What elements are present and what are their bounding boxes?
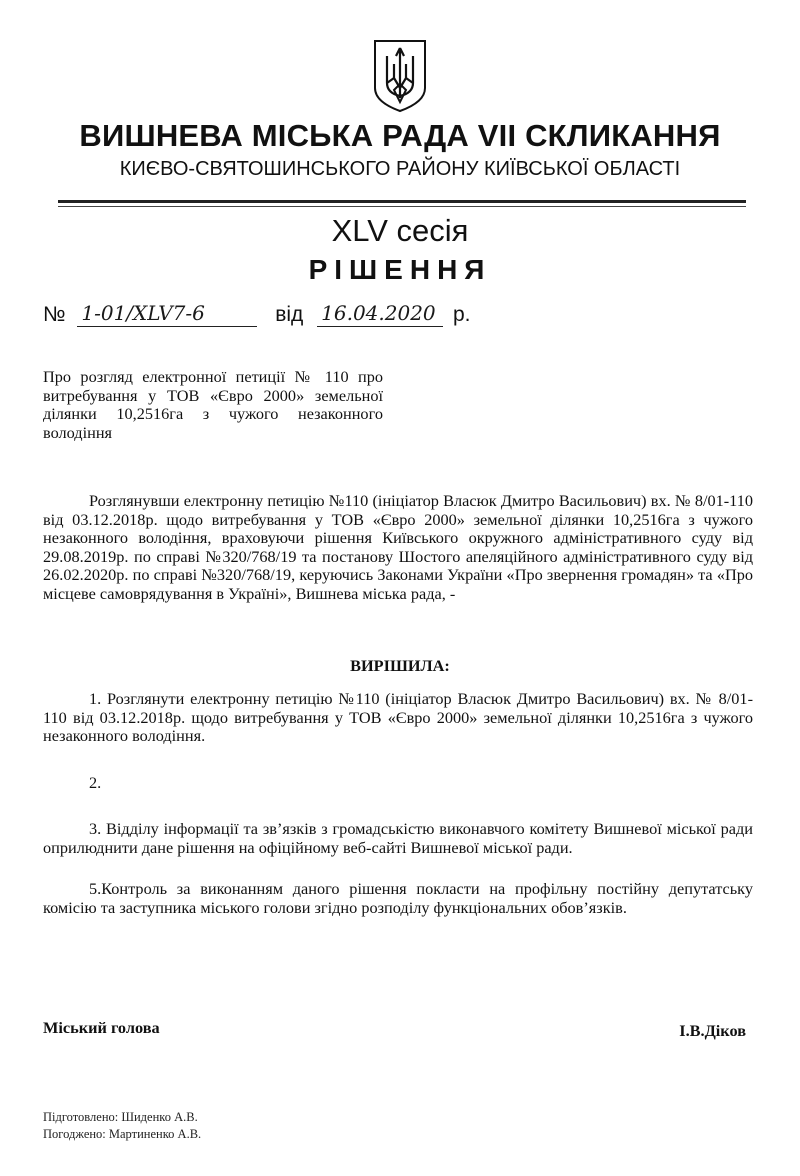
decision-number: 1-01/XLV7-6 — [77, 300, 257, 327]
decision-subject: Про розгляд електронної петиції № 110 про витребування у ТОВ «Євро 2000» земельної ділянки 10,2516га з чужого незаконного володіння — [43, 367, 383, 442]
year-suffix: р. — [452, 303, 471, 326]
decision-number-line — [43, 300, 471, 334]
header-divider — [58, 200, 746, 203]
header-divider-thin — [58, 206, 746, 207]
number-label: № — [43, 303, 66, 326]
coat-of-arms-icon — [372, 38, 428, 114]
item-2: 2. — [89, 773, 102, 792]
date-label: від — [275, 303, 304, 326]
preamble-paragraph: Розглянувши електронну петицію №110 (ініціатор Власюк Дмитро Васильович) вх. № 8/01-110 від 03.12.2018р. щодо витребування у ТОВ «Євро 2000» земельної ділянки 10,2516га з чужого незаконного володіння, враховуючи рішення Київського окружного адміністративного суду від 29.08.2019р. по справі №320/768/19 та постанову Шостого апеляційного адміністративного суду від 26.02.2020р. по справі №320/768/19, керуючись Законами України «Про звернення громадян» та «Про місцеве самоврядування в Україні», Вишнева міська рада, - — [43, 491, 753, 603]
item-3: 3. Відділу інформації та зв’язків з громадськістю виконавчого комітету Вишневої міської ради оприлюднити дане рішення на офіційному веб-сайті Вишневої міської ради. — [43, 819, 753, 857]
signature-name: І.В.Діков — [679, 1021, 746, 1040]
district-name: КИЄВО-СВЯТОШИНСЬКОГО РАЙОНУ КИЇВСЬКОЇ ОБЛАСТІ — [119, 158, 681, 180]
prepared-by: Підготовлено: Шиденко А.В. — [43, 1110, 198, 1124]
item-5: 5.Контроль за виконанням даного рішення покласти на профільну постійну депутатську комісію та заступника міського голови згідно розподілу функціональних обов’язків. — [43, 879, 753, 917]
item-1: 1. Розглянути електронну петицію №110 (ініціатор Власюк Дмитро Васильович) вх. № 8/01-110 від 03.12.2018р. щодо витребування у ТОВ «Євро 2000» земельної ділянки 10,2516га з чужого незаконного володіння. — [43, 689, 753, 746]
org-name: ВИШНЕВА МІСЬКА РАДА VII СКЛИКАННЯ — [79, 118, 721, 153]
session-title: XLV сесія — [331, 213, 469, 248]
decision-date: 16.04.2020 — [317, 300, 443, 327]
agreed-by: Погоджено: Мартиненко А.В. — [43, 1127, 202, 1141]
signature-position: Міський голова — [43, 1018, 160, 1037]
resolved-heading: ВИРІШИЛА: — [350, 656, 450, 675]
decision-title: РІШЕННЯ — [308, 254, 492, 285]
